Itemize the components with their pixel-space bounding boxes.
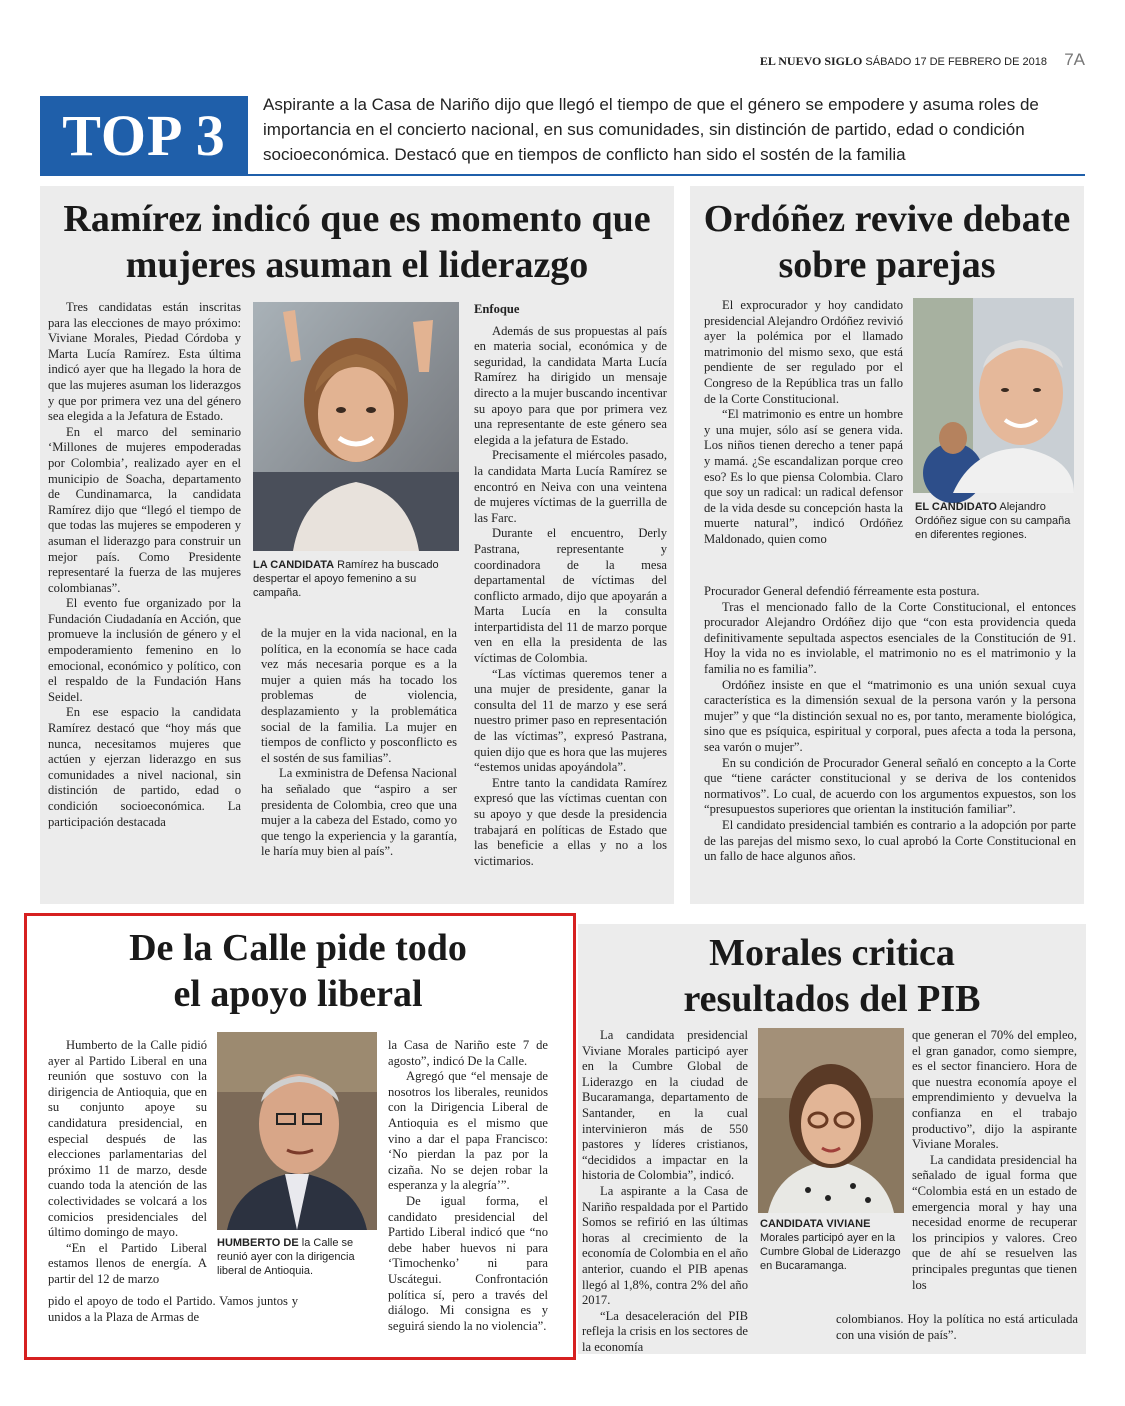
paragraph: colombianos. Hoy la política no está articulada con una visión de país”. xyxy=(836,1312,1078,1342)
paragraph: Precisamente el miércoles pasado, la candidata Marta Lucía Ramírez se encontró en Neiva con una veintena de mujeres víctimas de la guerrilla de las Farc. xyxy=(474,448,667,525)
paragraph: En su condición de Procurador General señaló en concepto a la Corte que “tiene carácter constitucional y se deriva de los contenidos normativos”. Lo cual, de acuerdo con los argumentos expuestos, son los “presupuestos superiores que orientan la institución familiar”. xyxy=(704,755,1076,817)
article-morales-headline xyxy=(578,930,1086,1023)
article-ramirez-col3 xyxy=(474,302,667,898)
delacalle-portrait-image xyxy=(217,1032,377,1230)
paragraph: Entre tanto la candidata Ramírez expresó que las víctimas cuentan con su apoyo y que desde la presidencia trabajará en políticas de Estado que las beneficie a ellas y no a los victimarios. xyxy=(474,775,667,868)
paragraph: Tras el mencionado fallo de la Corte Constitucional, el entonces procurador Alejandro Ordóñez dijo que “con esta providencia queda definitivamente sepultada aspectos esenciales de la Constitución de 91. Hoy la vida no es inviolable, el matrimonio no es el matrimonio y la familia no es familia”. xyxy=(704,599,1076,676)
paragraph: “El matrimonio es entre un hombre y una mujer, sólo así se genera vida. Los niños tienen derecho a tener papá y mamá. ¿Se escandalizan porque creo eso? Es lo que piensa Colombia. Claro que soy un radical: un radical defensor de la vida desde su concepción hasta la muerte natural”, indicó Ordóñez Maldonado, quien como xyxy=(704,407,903,546)
headline-line: el apoyo liberal xyxy=(173,973,423,1016)
section-intro: Aspirante a la Casa de Nariño dijo que llegó el tiempo de que el género se empodere y asuma roles de importancia en el concierto nacional, en sus comunidades, sin distinción de partido, edad o condición socioeconómica. Destacó que en tiempos de conflicto han sido el sostén de la familia xyxy=(263,95,1039,164)
delacalle-photo xyxy=(217,1032,377,1230)
paragraph: En ese espacio la candidata Ramírez destacó que “hoy más que nunca, necesitamos mujeres que actúen y ejerzan liderazgo en sus comunidades a nivel nacional, sin distinción de partido, edad o condición socioeconómica. La participación destacada xyxy=(48,705,241,829)
paragraph: la Casa de Nariño este 7 de agosto”, indicó De la Calle. xyxy=(388,1038,548,1068)
caption-lead: LA CANDIDATA xyxy=(253,559,335,571)
paragraph: de la mujer en la vida nacional, en la política, en la economía se hace cada vez más necesaria porque es a la mujer a quien más ha tocado los problemas de violencia, desplazamiento y la problemática social de la familia. La mujer en tiempos de conflicto y posconflicto es el sostén de sus familias”. xyxy=(261,626,457,765)
article-delacalle-col-wide xyxy=(48,1294,298,1342)
ordonez-photo xyxy=(913,298,1074,493)
paragraph: pido el apoyo de todo el Partido. Vamos juntos y unidos a la Plaza de Armas de xyxy=(48,1294,298,1324)
paragraph: La candidata presidencial ha señalado de igual forma que “Colombia está en un estado de emergencia moral y hay una necesidad enorme de recuperar los principios y valores. Creo que de ahí se resuelven las principales preguntas que tienen los xyxy=(912,1152,1077,1292)
masthead xyxy=(760,54,1047,69)
paragraph: La candidata presidencial Viviane Morales participó ayer en la Cumbre Global de Liderazgo en la ciudad de Bucaramanga, departamento de Santander, en la cual intervinieron más de 550 pastores y líderes cristianos, “decididos a impactar en la historia de Colombia”, indicó. xyxy=(582,1028,748,1183)
paragraph: Tres candidatas están inscritas para las elecciones de mayo próximo: Viviane Morales, Piedad Córdoba y Marta Lucía Ramírez. Esta última indicó ayer que ha llegado la hora de que las mujeres asuman los liderazgos y que por primera vez una del género sea elegida a la Jefatura de Estado. xyxy=(48,300,241,424)
ramirez-photo xyxy=(253,302,459,551)
article-ramirez-col1 xyxy=(48,300,241,896)
paragraph: “Las víctimas queremos tener a una mujer de presidente, ganar la consulta del 11 de marzo y ese será nuestro primer paso en representación de las víctimas”, expresó Pastrana, quien dijo que es hora que las mujeres “estemos unidas apoyándola”. xyxy=(474,666,667,775)
article-delacalle-col2 xyxy=(388,1038,548,1333)
headline-line: resultados del PIB xyxy=(683,978,981,1021)
ramirez-photo-caption xyxy=(253,558,453,600)
ordonez-photo-caption xyxy=(915,500,1075,542)
paragraph: Agregó que “el mensaje de nosotros los liberales, reunidos con la Dirigencia Liberal de Antioquia es el mismo que vino a dar el papa Francisco: ‘No pierdan la paz por la cizaña. No se dejen robar la esperanza y la alegría’”. xyxy=(388,1069,548,1193)
caption-text: la Calle se reunió ayer con la dirigencia liberal de Antioquia. xyxy=(217,1237,355,1277)
paragraph: Humberto de la Calle pidió ayer al Partido Liberal en una reunión que sostuvo con la dirigencia de Antioquia, que en su conjunto apoye su candidatura presidencial, en especial después de las elecciones parlamentarias del próximo 11 de marzo, desde cuando toda la atención de las colectividades se volcará a los comicios presidenciales del último domingo de mayo. xyxy=(48,1038,207,1240)
paragraph: La exministra de Defensa Nacional ha señalado que “aspiro a ser presidenta de Colombia, creo que una mujer a la cabeza del Estado, como yo que tengo la experiencia y la garantía, le haría muy bien al país”. xyxy=(261,766,457,859)
headline-line: sobre parejas xyxy=(778,244,996,287)
delacalle-photo-caption xyxy=(217,1236,377,1278)
caption-text: Morales participó ayer en la Cumbre Global de Liderazgo en Bucaramanga. xyxy=(760,1232,901,1272)
article-delacalle-headline xyxy=(28,925,568,1018)
morales-photo xyxy=(758,1028,904,1213)
paragraph: Procurador General defendió férreamente esta postura. xyxy=(704,584,980,598)
paragraph: El candidato presidencial también es contrario a la adopción por parte de las parejas del mismo sexo, lo cual aprobó la Corte Constitucional en un fallo de hace algunos años. xyxy=(704,817,1076,864)
article-morales-col-wide xyxy=(836,1312,1078,1348)
morales-photo-caption xyxy=(760,1217,904,1273)
section-divider xyxy=(40,174,1085,176)
morales-portrait-image xyxy=(758,1028,904,1213)
paragraph: Durante el encuentro, Derly Pastrana, representante y coordinadora de la mesa departamental de víctimas del conflicto armado, dijo que apoyarán a Marta Lucía en la consulta interpartidista del 11 de marzo porque ven en ella la presidenta de las víctimas de Colombia. xyxy=(474,526,667,666)
paragraph: En el marco del seminario ‘Millones de mujeres empoderadas por Colombia’, realizado ayer en el municipio de Soacha, departamento de Cundinamarca, la candidata Ramírez dijo que “llegó el tiempo de que todas las mujeres se empoderen y asuman el liderazgo para construir un mejor país. Como Presidente representaré la fuerza de las mujeres colombianas”. xyxy=(48,424,241,595)
ordonez-portrait-image xyxy=(913,298,1074,493)
paragraph: El exprocurador y hoy candidato presidencial Alejandro Ordóñez revivió ayer la polémica por el llamado matrimonio del mismo sexo, que está pendiente de ser regulado por el Congreso de la República tras un fallo de la Corte Constitucional. xyxy=(704,298,903,406)
ramirez-portrait-image xyxy=(253,302,459,551)
article-delacalle-col1 xyxy=(48,1038,207,1293)
caption-text: Alejandro Ordóñez sigue con su campaña en diferentes regiones. xyxy=(915,501,1071,541)
issue-date: SÁBADO 17 DE FEBRERO DE 2018 xyxy=(865,56,1047,68)
article-morales-col2 xyxy=(912,1028,1077,1312)
headline-line: De la Calle pide todo xyxy=(129,927,467,969)
article-morales-col1 xyxy=(582,1028,748,1354)
paragraph: “La desaceleración del PIB refleja la crisis en los sectores de la economía xyxy=(582,1308,748,1354)
page-number: 7A xyxy=(1064,50,1085,69)
newspaper-name: EL NUEVO SIGLO xyxy=(759,54,863,68)
article-ramirez-headline xyxy=(40,196,674,289)
paragraph: que generan el 70% del empleo, el gran ganador, como siempre, es el sector financiero. Hora de que nuestra economía apoye el emprendimiento y devuelva la confianza en el trabajo productivo”, dijo la aspirante Viviane Morales. xyxy=(912,1028,1077,1152)
headline-line: Morales critica xyxy=(709,932,955,974)
paragraph: Además de sus propuestas al país en materia social, económica y de seguridad, la candidata Marta Lucía Ramírez ha dirigido un mensaje directo a la mujer buscando incentivar su apoyo para que por primera vez una representante de este género sea elegida a la jefatura de Estado. xyxy=(474,323,667,447)
headline-line: Ordóñez revive debate xyxy=(703,198,1071,240)
caption-lead: EL CANDIDATO xyxy=(915,501,997,513)
article-ordonez-col-wide xyxy=(704,584,1076,896)
caption-lead: CANDIDATA VIVIANE xyxy=(760,1218,871,1230)
article-ramirez-col2 xyxy=(261,626,457,898)
article-ordonez-headline xyxy=(690,196,1084,289)
paragraph: Ordóñez insiste en que el “matrimonio es una unión sexual cuya característica es la dimensión sexual de la persona varón y la persona mujer” y que “la distinción sexual no es, por tanto, meramente biológica, sino que es psíquica, espiritual y corporal, pues afecta a toda la persona, sea varón o mujer”. xyxy=(704,677,1076,754)
caption-text: Ramírez ha buscado despertar el apoyo femenino a su campaña. xyxy=(253,559,439,599)
headline-line: mujeres asuman el liderazgo xyxy=(125,244,589,287)
article-ordonez-col-narrow xyxy=(704,298,903,584)
paragraph: El evento fue organizado por la Fundación Ciudadanía en Acción, que promueve la inclusión de género y el empoderamiento femenino en lo emocional, económico y político, con el respaldo de la Fundación Hans Seidel. xyxy=(48,596,241,704)
paragraph: “En el Partido Liberal estamos llenos de energía. A partir del 12 de marzo xyxy=(48,1240,207,1286)
caption-lead: HUMBERTO DE xyxy=(217,1237,299,1249)
top3-label: TOP 3 xyxy=(62,103,226,168)
top3-badge xyxy=(40,96,248,174)
paragraph: La aspirante a la Casa de Nariño respaldada por el Partido Somos se refirió en las últimas horas al crecimiento de la economía de Colombia en el año anterior, cuando el PIB apenas llegó al 1,8%, contra 2% del año 2017. xyxy=(582,1183,748,1308)
paragraph: De igual forma, el candidato presidencial del Partido Liberal indicó que “no debe haber huevos ni para ‘Timochenko’ ni para Uscátegui. Confrontación política sí, pero a través del diálogo. Mi consigna es y seguirá siendo la no violencia”. xyxy=(388,1193,548,1333)
subheading: Enfoque xyxy=(474,302,520,316)
headline-line: Ramírez indicó que es momento que xyxy=(63,198,651,240)
